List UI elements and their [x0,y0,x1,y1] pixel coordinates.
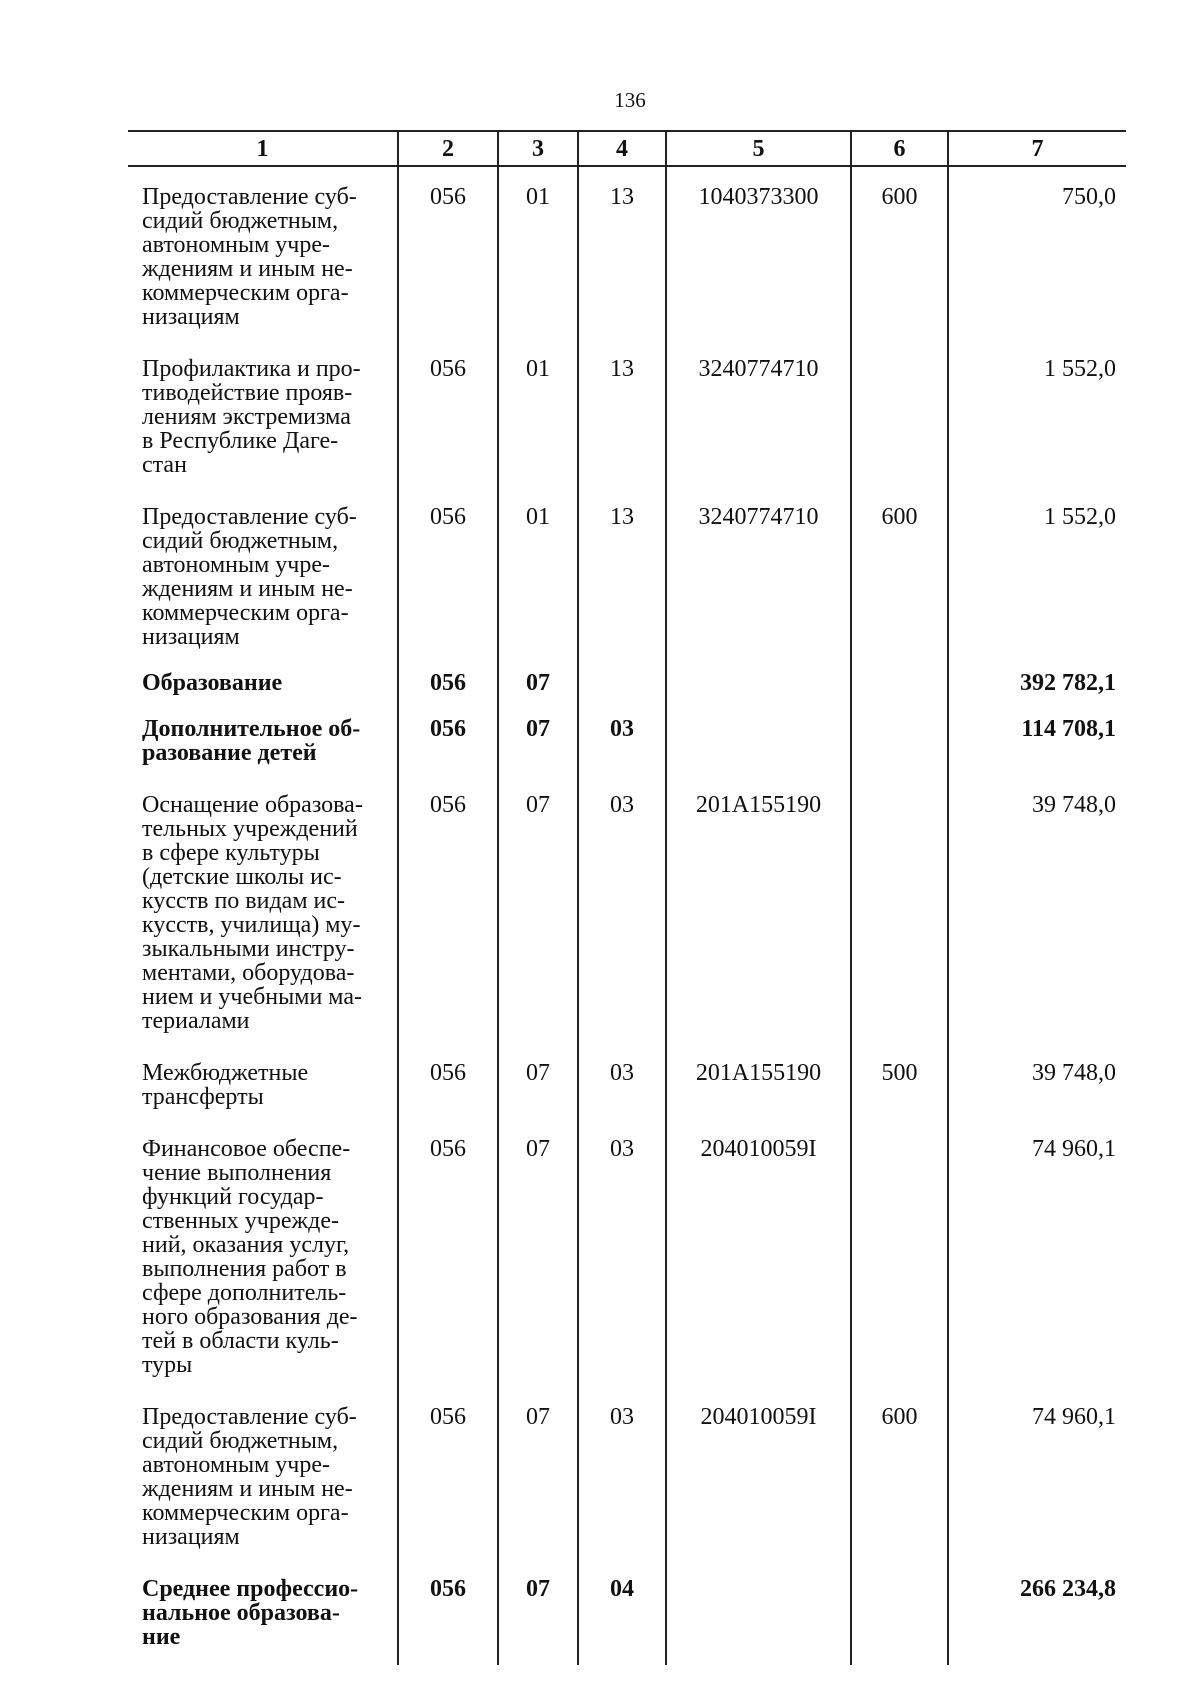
cell-amount: 266 234,8 [948,1559,1126,1665]
cell-expense-type: 600 [851,166,948,339]
row-name: Финансовое обеспе- чение выполнения функций государ- ственных учрежде- ний, оказания услуг, выполнения работ в сфере дополнитель- ного образования де- тей в области куль- туры [142,1136,358,1378]
cell-target-article [666,1559,851,1665]
cell-expense-type [851,1119,948,1387]
cell-subsection: 03 [578,1119,666,1387]
cell-subsection: 03 [578,699,666,775]
header-row [128,131,1126,166]
cell-expense-type [851,699,948,775]
cell-target-article: 201A155190 [666,1043,851,1119]
cell-ministry: 056 [398,1119,498,1387]
cell-target-article: 1040373300 [666,166,851,339]
table-row [128,1387,1126,1559]
cell-subsection: 13 [578,339,666,487]
cell-ministry: 056 [398,487,498,659]
cell-ministry: 056 [398,166,498,339]
cell-ministry: 056 [398,339,498,487]
cell-target-article: 204010059I [666,1387,851,1559]
row-name: Предоставление суб- сидий бюджетным, автономным учре- ждениям и иным не- коммерческим орга- низациям [142,504,357,650]
cell-expense-type: 600 [851,1387,948,1559]
cell-ministry: 056 [398,1043,498,1119]
cell-section: 07 [498,1119,578,1387]
column-header-3: 3 [498,131,578,166]
table-row [128,1119,1126,1387]
cell-ministry: 056 [398,659,498,699]
row-name: Межбюджетные трансферты [142,1060,309,1110]
table-row [128,166,1126,339]
cell-amount: 1 552,0 [948,339,1126,487]
cell-subsection [578,659,666,699]
cell-subsection: 13 [578,487,666,659]
cell-subsection: 13 [578,166,666,339]
table-row [128,775,1126,1043]
cell-target-article: 3240774710 [666,487,851,659]
cell-subsection: 03 [578,775,666,1043]
column-header-4: 4 [578,131,666,166]
row-name: Оснащение образова- тельных учреждений в сфере культуры (детские школы ис- кусств по видам ис- кусств, училища) му- зыкальными инстру- ментами, оборудова- нием и учебными ма- териалами [142,792,363,1034]
cell-subsection: 03 [578,1043,666,1119]
page-number: 136 [614,88,646,112]
row-name: Профилактика и про- тиводействие прояв- лениям экстремизма в Республике Даге- стан [142,356,361,478]
column-header-1: 1 [128,131,398,166]
cell-section: 01 [498,339,578,487]
row-name: Дополнительное об- разование детей [142,716,361,766]
cell-amount: 114 708,1 [948,699,1126,775]
cell-target-article [666,699,851,775]
cell-expense-type [851,1559,948,1665]
row-name: Образование [142,670,283,696]
cell-section: 07 [498,775,578,1043]
table-row [128,1559,1126,1665]
cell-subsection: 04 [578,1559,666,1665]
row-name: Предоставление суб- сидий бюджетным, автономным учре- ждениям и иным не- коммерческим орга- низациям [142,184,357,330]
table-row [128,659,1126,699]
row-name: Среднее профессио- нальное образова- ние [142,1576,359,1650]
cell-amount: 39 748,0 [948,775,1126,1043]
column-header-2: 2 [398,131,498,166]
table-row [128,1043,1126,1119]
cell-section: 07 [498,1043,578,1119]
cell-amount: 750,0 [948,166,1126,339]
budget-table [128,130,1126,1665]
cell-section: 07 [498,699,578,775]
cell-section: 07 [498,659,578,699]
cell-amount: 1 552,0 [948,487,1126,659]
cell-expense-type: 500 [851,1043,948,1119]
cell-ministry: 056 [398,1559,498,1665]
cell-target-article: 201A155190 [666,775,851,1043]
cell-target-article: 204010059I [666,1119,851,1387]
cell-subsection: 03 [578,1387,666,1559]
cell-expense-type [851,775,948,1043]
cell-expense-type [851,659,948,699]
cell-ministry: 056 [398,1387,498,1559]
cell-section: 01 [498,166,578,339]
column-header-6: 6 [851,131,948,166]
cell-amount: 74 960,1 [948,1387,1126,1559]
cell-section: 07 [498,1387,578,1559]
row-name: Предоставление суб- сидий бюджетным, автономным учре- ждениям и иным не- коммерческим орга- низациям [142,1404,357,1550]
table-row [128,487,1126,659]
cell-section: 07 [498,1559,578,1665]
table-row [128,339,1126,487]
cell-target-article: 3240774710 [666,339,851,487]
cell-section: 01 [498,487,578,659]
table-row [128,699,1126,775]
cell-ministry: 056 [398,699,498,775]
cell-amount: 39 748,0 [948,1043,1126,1119]
cell-ministry: 056 [398,775,498,1043]
cell-expense-type [851,339,948,487]
column-header-7: 7 [948,131,1126,166]
cell-amount: 74 960,1 [948,1119,1126,1387]
cell-expense-type: 600 [851,487,948,659]
cell-amount: 392 782,1 [948,659,1126,699]
cell-target-article [666,659,851,699]
column-header-5: 5 [666,131,851,166]
